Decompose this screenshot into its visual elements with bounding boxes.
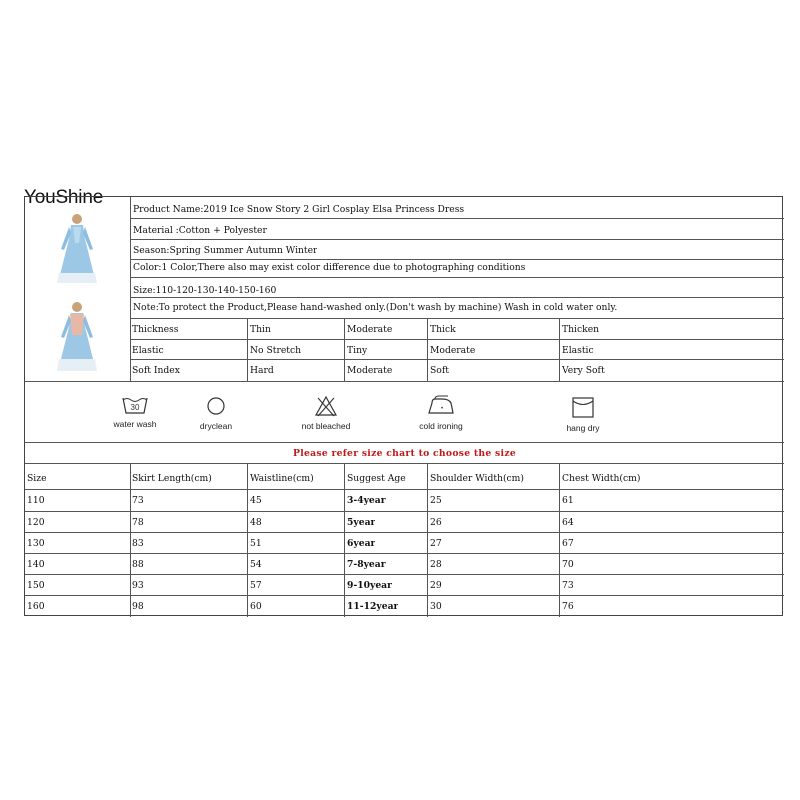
shoulder-width-cell: 27: [430, 538, 442, 549]
wash-30-icon: [122, 395, 148, 415]
hang-dry-icon: [571, 395, 595, 419]
prop-elastic-label: Elastic: [132, 345, 164, 356]
care-label-hang-dry: hang dry: [566, 423, 600, 433]
chest-width-cell: 67: [562, 538, 574, 549]
shoulder-width-cell: 30: [430, 601, 442, 612]
waistline-cell: 60: [250, 601, 262, 612]
chest-width-cell: 70: [562, 559, 574, 570]
prop-elastic-none: No Stretch: [250, 345, 302, 356]
prop-elastic-elastic: Elastic: [562, 345, 594, 356]
skirt-length-cell: 88: [132, 559, 144, 570]
prop-thickness-thick: Thick: [430, 324, 456, 335]
skirt-length-cell: 83: [132, 538, 144, 549]
size-header-shoulder-width: Shoulder Width(cm): [430, 473, 524, 484]
product-info-sheet: [24, 196, 783, 616]
dress-back-image: [51, 301, 103, 373]
size-cell: 150: [27, 580, 45, 591]
care-dryclean: [191, 395, 241, 431]
skirt-length-cell: 73: [132, 495, 144, 506]
skirt-length-cell: 78: [132, 517, 144, 528]
care-not-bleached: [293, 395, 359, 431]
shoulder-width-cell: 29: [430, 580, 442, 591]
size-cell: 110: [27, 495, 45, 506]
size-header-size: Size: [27, 473, 47, 484]
care-cold-ironing: [411, 395, 471, 431]
skirt-length-cell: 98: [132, 601, 144, 612]
suggest-age-cell: 3-4year: [347, 495, 386, 506]
size-cell: 120: [27, 517, 45, 528]
prop-elastic-moderate: Moderate: [430, 345, 476, 356]
shoulder-width-cell: 28: [430, 559, 442, 570]
dryclean-icon: [205, 395, 227, 417]
prop-thickness-thicken: Thicken: [562, 324, 600, 335]
not-bleached-icon: [314, 395, 338, 417]
waistline-cell: 54: [250, 559, 262, 570]
shoulder-width-cell: 26: [430, 517, 442, 528]
waistline-cell: 57: [250, 580, 262, 591]
care-label-water-wash: water wash: [113, 419, 157, 429]
prop-soft-moderate: Moderate: [347, 365, 393, 376]
brand-name: YouShine: [24, 187, 104, 208]
prop-soft-soft: Soft: [430, 365, 449, 376]
size-chart-note: Please refer size chart to choose the size: [293, 448, 516, 459]
care-label-cold-ironing: cold ironing: [419, 421, 463, 431]
product-name: Product Name:2019 Ice Snow Story 2 Girl Cosplay Elsa Princess Dress: [133, 204, 465, 215]
suggest-age-cell: 11-12year: [347, 601, 399, 612]
shoulder-width-cell: 25: [430, 495, 442, 506]
chest-width-cell: 64: [562, 517, 574, 528]
prop-thickness-moderate: Moderate: [347, 324, 393, 335]
prop-soft-very-soft: Very Soft: [562, 365, 605, 376]
product-note: Note:To protect the Product,Please hand-washed only.(Don't wash by machine) Wash in cold water only.: [133, 302, 618, 313]
care-label-dryclean: dryclean: [199, 421, 233, 431]
dress-front-image: [51, 213, 103, 285]
size-header-skirt-length: Skirt Length(cm): [132, 473, 212, 484]
cold-iron-icon: [426, 395, 456, 417]
chest-width-cell: 73: [562, 580, 574, 591]
waistline-cell: 45: [250, 495, 262, 506]
suggest-age-cell: 5year: [347, 517, 376, 528]
prop-thickness-thin: Thin: [250, 324, 271, 335]
suggest-age-cell: 6year: [347, 538, 376, 549]
chest-width-cell: 61: [562, 495, 574, 506]
prop-soft-hard: Hard: [250, 365, 274, 376]
product-season: Season:Spring Summer Autumn Winter: [133, 245, 318, 256]
skirt-length-cell: 93: [132, 580, 144, 591]
wash-temp-label: 30: [130, 403, 140, 412]
suggest-age-cell: 7-8year: [347, 559, 386, 570]
size-header-suggest-age: Suggest Age: [347, 473, 406, 484]
suggest-age-cell: 9-10year: [347, 580, 392, 591]
waistline-cell: 51: [250, 538, 262, 549]
size-cell: 160: [27, 601, 45, 612]
size-header-chest-width: Chest Width(cm): [562, 473, 641, 484]
care-label-not-bleached: not bleached: [301, 421, 351, 431]
prop-soft-label: Soft Index: [132, 365, 180, 376]
care-water-wash: [107, 395, 163, 429]
waistline-cell: 48: [250, 517, 262, 528]
product-sizes: Size:110-120-130-140-150-160: [133, 285, 277, 296]
chest-width-cell: 76: [562, 601, 574, 612]
prop-elastic-tiny: Tiny: [347, 345, 368, 356]
size-cell: 140: [27, 559, 45, 570]
care-hang-dry: [553, 395, 613, 433]
product-color: Color:1 Color,There also may exist color difference due to photographing conditions: [133, 262, 526, 273]
size-cell: 130: [27, 538, 45, 549]
product-material: Material :Cotton + Polyester: [133, 225, 267, 236]
prop-thickness-label: Thickness: [132, 324, 179, 335]
iron-dot-label: •: [440, 406, 444, 412]
size-header-waistline: Waistline(cm): [250, 473, 314, 484]
